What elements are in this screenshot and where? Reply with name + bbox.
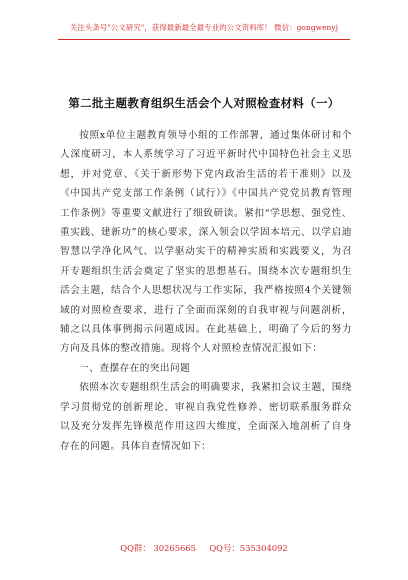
contact-footer: QQ群： 30265665 QQ号：535304092 (120, 543, 288, 553)
promo-header: 关注头条号"公文研究"，获得最新最全最专业的公文资料库！ 微信：gongwenyj (69, 23, 339, 32)
document-body (60, 126, 352, 456)
document-title: 第二批主题教育组织生活会个人对照检查材料（一） (68, 96, 340, 110)
section-heading: 一、查摆存在的突出问题 (79, 362, 191, 374)
section-paragraph: 依照本次专题组织生活会的明确要求，我紧扣会议主题，围绕学习贯彻党的创新理论、审视自我党性修养、密切联系服务群众以及充分发挥先锋模范作用这四大维度，全面深入地剖析了自身存在的问题。具体自查情况如下： (60, 382, 352, 452)
intro-paragraph: 按照x单位主题教育领导小组的工作部署，通过集体研讨和个人深度研习，本人系统学习了习近平新时代中国特色社会主义思想，并对党章、《关于新形势下党内政治生活的若干准则》以及《中国共产党支部工作条例（试行）》《中国共产党党员教育管理工作条例》等重要文献进行了细致研读。紧扣“学思想、强党性、重实践、建新功”的核心要求，深入领会以学固本培元、以学启迪智慧以学净化风气、以学驱动实干的精神实质和实践要义，为召开专题组织生活会奠定了坚实的思想基石。围绕本次专题组织生活会主题，结合个人思想状况与工作实际，我严格按照4个关键领域的对照检查要求，进行了全面而深刻的自我审视与问题剖析，辅之以具体事例揭示问题成因。在此基础上，明确了今后的努力方向及具体的整改措施。现将个人对照检查情况汇报如下： (60, 130, 352, 355)
header-divider (58, 39, 350, 40)
